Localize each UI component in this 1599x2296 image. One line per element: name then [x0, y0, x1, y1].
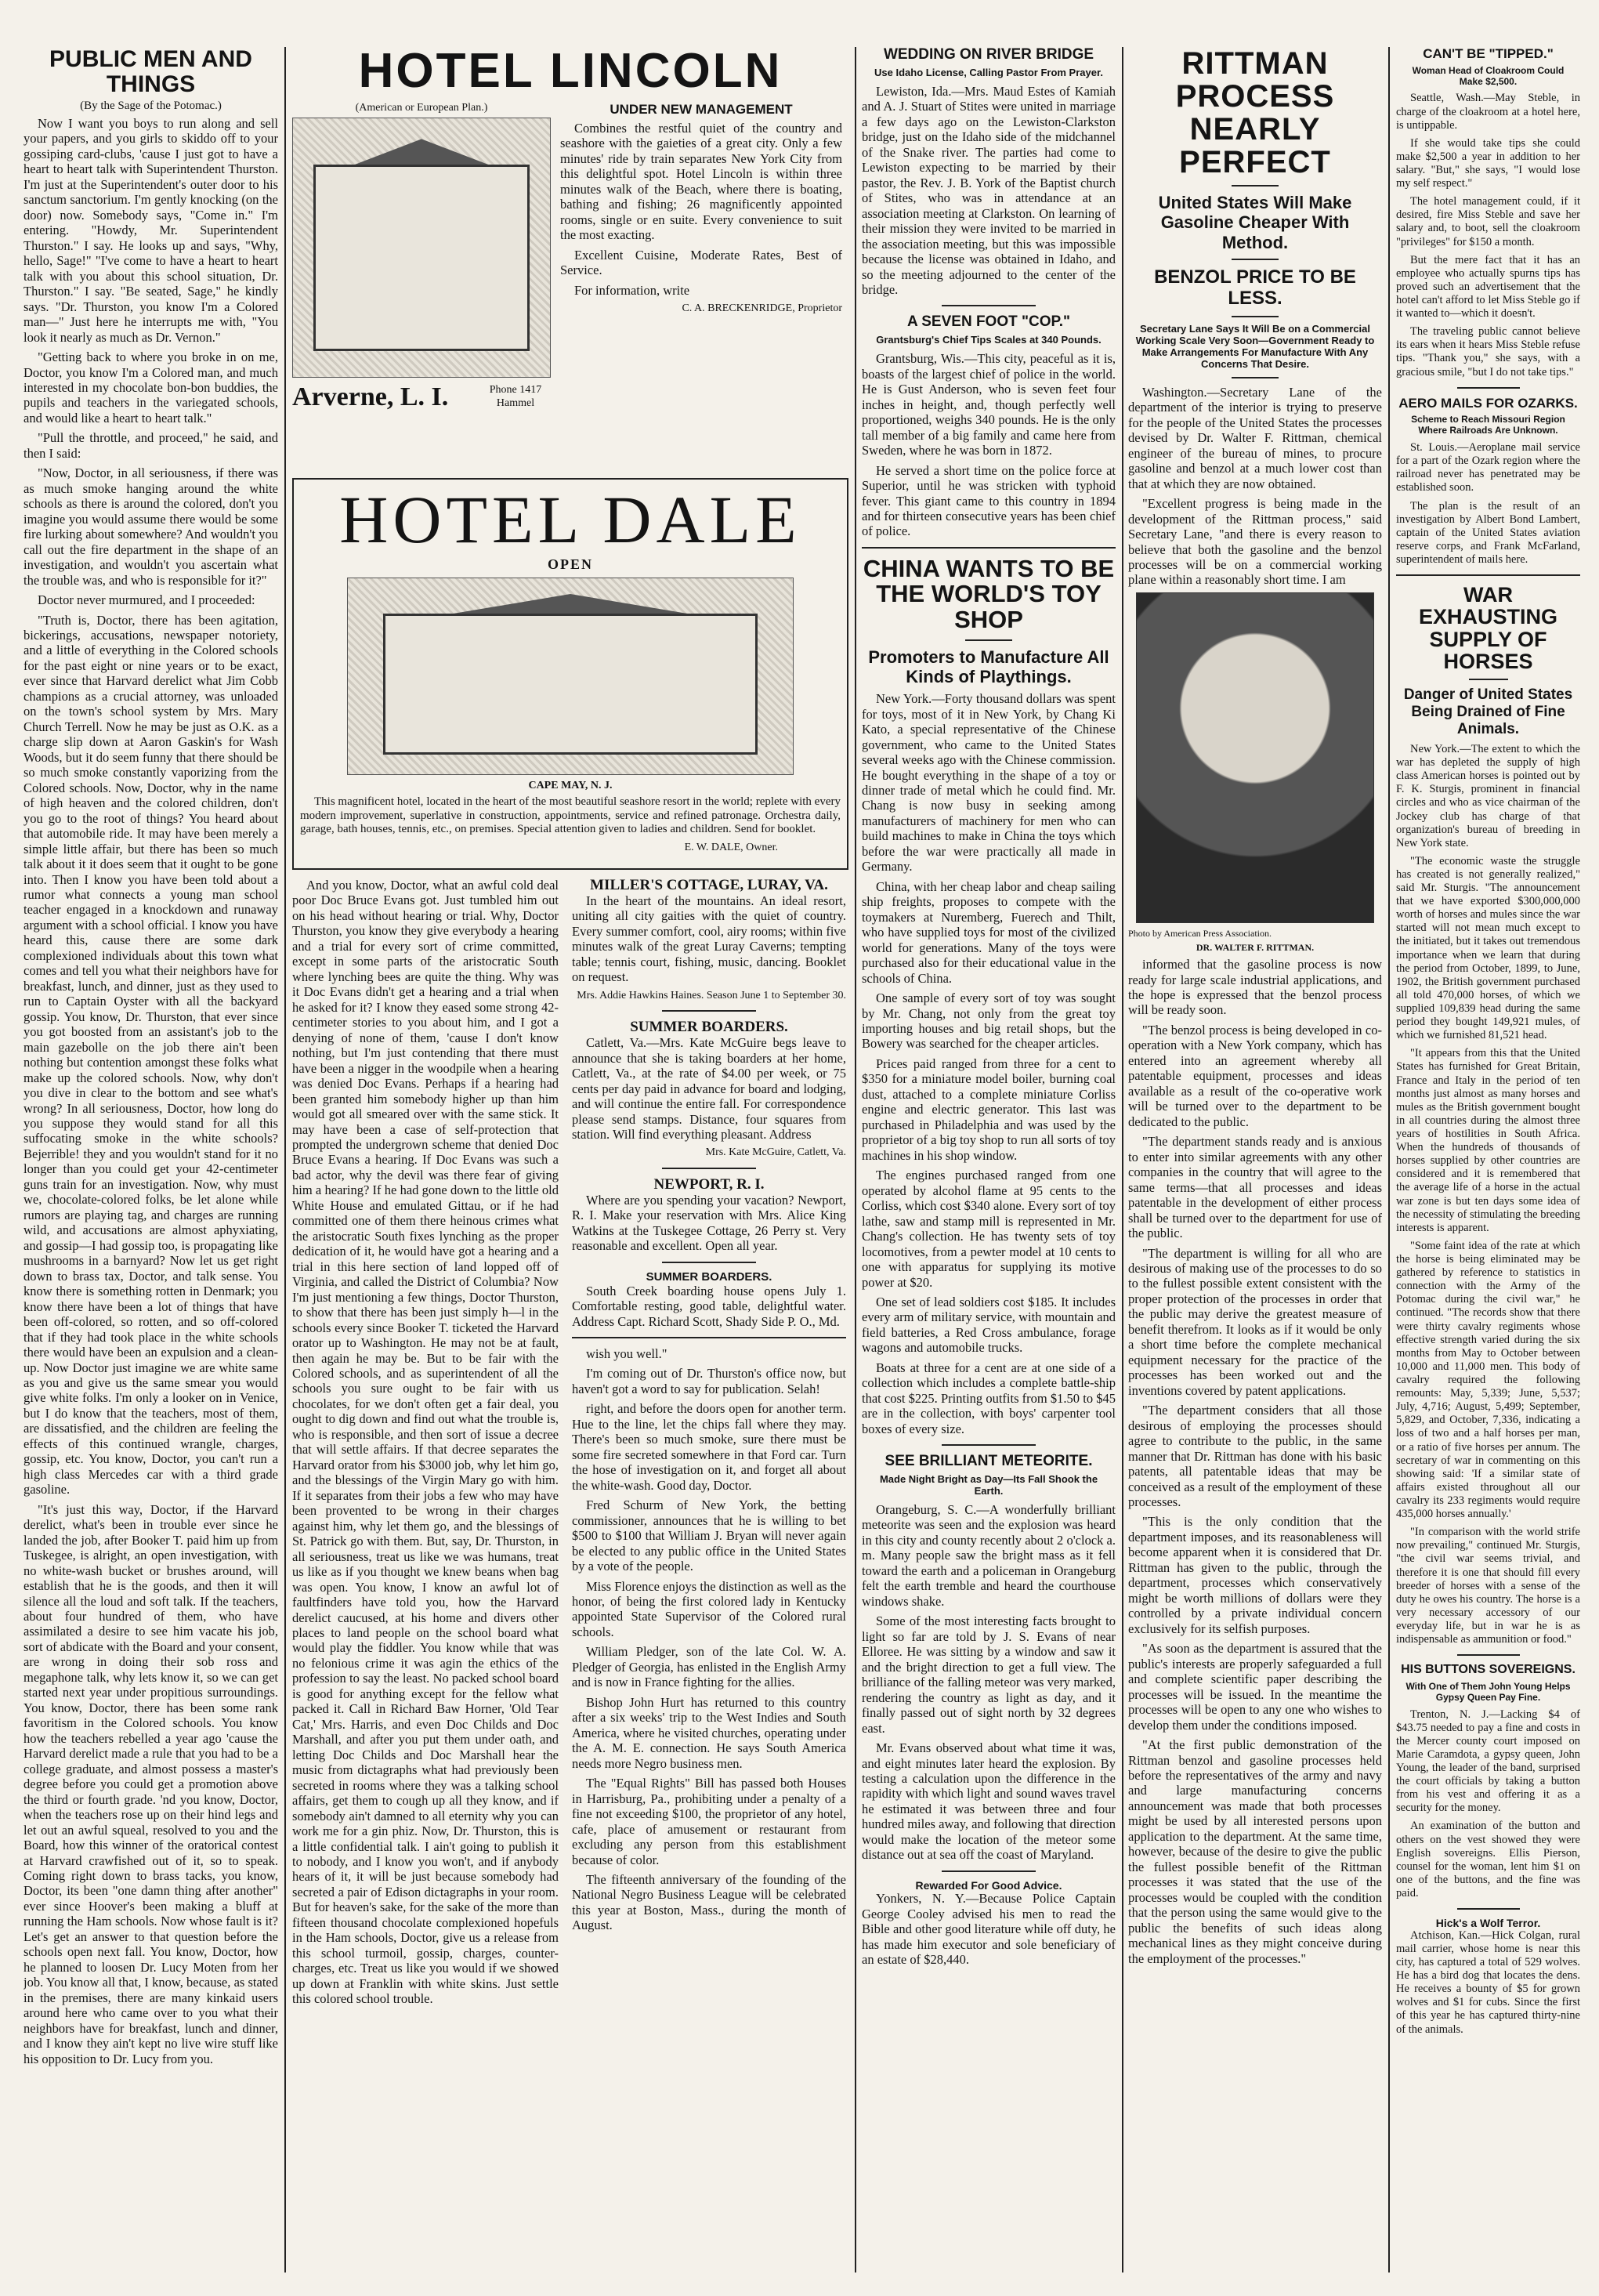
paragraph: right, and before the doors open for another term. Hue to the line, let the chips fall where they may. There's been so much smoke, sure there must be some fire secreted somewhere in that Ford car. Turn the hose of investigation on it, and forget all about the white-wash. Good day, Doctor.	[572, 1401, 846, 1493]
paragraph: The fifteenth anniversary of the founding of the National Negro Business League will be celebrated this year at Boston, Mass., during the month of August.	[572, 1871, 846, 1933]
paragraph: informed that the gasoline process is now ready for large scale industrial applications, and the hope is expressed that the benzol process will be ready soon.	[1128, 957, 1382, 1018]
paragraph: "The department stands ready and is anxious to enter into similar agreements with any other companies in the country that will agree to the same terms—that all processes and ideas patentable in the development of either process shall be turned over to the department for use of the public.	[1128, 1134, 1382, 1241]
paragraph: The engines purchased ranged from one operated by alcohol flame at 95 cents to the Corliss, which cost $340 alone. Every sort of toy lathe, saw and stamp mill is represented in Mr. Chang's collection. He has twenty sets of toy locomotives, from a pewter model at 10 cents to one with apparatus for supplying its motive power at $20.	[862, 1168, 1116, 1290]
article-body	[24, 116, 278, 2066]
cop-body-2: He served a short time on the police force at Superior, until he was stricken with typhoid fever. This giant came to this country in 1894 and for thirteen consecutive years has been chief of police.	[862, 462, 1116, 539]
paragraph: Doctor never murmured, and I proceeded:	[38, 592, 255, 608]
column-continuation	[292, 878, 559, 2272]
luray-title: MILLER'S COTTAGE, LURAY, VA.	[590, 878, 828, 893]
newport-body: Where are you spending your vacation? Newport, R. I. Make your reservation with Mrs. Alice King Watkins at the Tuskegee Cottage, 26 Perry st. Very reasonable and excellent. Open all year.	[572, 1192, 846, 1254]
column-rule	[855, 47, 856, 2272]
hotel-dale-open: OPEN	[547, 556, 593, 572]
paragraph: "Now, Doctor, in all seriousness, if there was as much smoke hanging around the white schools as there is around the colored, don't you imagine you would assume there would be some fire lurking about somewhere? And wouldn't you call out the fire department in the shape of an investigation, and wouldn't you ascertain what the trouble was, and who is responsible for it?"	[24, 465, 278, 588]
column-notices	[572, 878, 846, 2272]
wolf-title: Hick's a Wolf Terror.	[1435, 1917, 1541, 1930]
paragraph: wish you well."	[586, 1345, 667, 1361]
boarders-sign: Mrs. Kate McGuire, Catlett, Va.	[705, 1146, 846, 1159]
column-rittman	[1128, 47, 1382, 2272]
hotel-dale-body: This magnificent hotel, located in the heart of the most beautiful seashore resort in the world; replete with every modern improvement, superlative in construction, appointments, service and refined patronage. Orchestra daily, garage, bath houses, tennis, etc., on premises. Special attention given to ladies and children. Send for booklet.	[300, 795, 841, 836]
photo-caption: DR. WALTER F. RITTMAN.	[1196, 942, 1315, 954]
ad-hotel-dale	[292, 478, 848, 870]
paragraph: "In comparison with the world strife now prevailing," continued Mr. Sturgis, "the civil war seems trivial, and therefore it is one that should fill every breeder of horses with a sense of the duty he owes his country. The horse is a very necessary accessory of our everyday life, but in war he is as indispensable as ammunition or food."	[1396, 1526, 1580, 1646]
aero-title: AERO MAILS FOR OZARKS.	[1398, 395, 1578, 411]
paragraph: "Getting back to where you broke in on me, Doctor, you know I'm a Colored man, and much interested in my chocolate bon-bon buddies, the pupils and teachers in the variegated schools, and would like a heart to heart talk."	[24, 349, 278, 426]
cop-body: Grantsburg, Wis.—This city, peaceful as it is, boasts of the largest chief of police in the world. He is Gust Anderson, who is seven feet four inches in height, and, though perfectly well proportioned, weighs 340 pounds. He is the only tall member of a big family and came here from Sweden, where he was born in 1872.	[862, 351, 1116, 458]
column-news	[862, 47, 1116, 2272]
aero-body: St. Louis.—Aeroplane mail service for a part of the Ozark region where the railroad never has penetrated may be established soon.	[1396, 441, 1580, 494]
reward-title: Rewarded For Good Advice.	[915, 1878, 1062, 1892]
paragraph: China, with her cheap labor and cheap sailing ship freights, proposes to compete with the toymakers at Nuremberg, Fuerech and Thilt, who have supplied toys for most of the civilized world for generations. Many of the toys were purchased also for their educational value in the schools of China.	[862, 878, 1116, 986]
boarders-body: Catlett, Va.—Mrs. Kate McGuire begs leave to announce that she is taking boarders at her home, Catlett, Va., at the rate of $4.00 per week, or 75 cents per day paid in advance for board and lodging, and will continue the entire fall. For correspondence please send stamps. Distance, four squares from station. Will find everything pleasant. Address	[572, 1035, 846, 1143]
china-body	[862, 691, 1116, 1436]
meteor-body-3: Mr. Evans observed about what time it was, and eight minutes later heard the explosion. By testing a calculation upon the difference in the rapidity with which light and sound waves travel he estimated it was between three and four hundred miles away, and following that direction would make the location of the meteor some distance out at sea off the coast of Maryland.	[862, 1740, 1116, 1863]
paragraph: Fred Schurm of New York, the betting commissioner, announces that he is willing to bet $500 to $100 that William J. Bryan will never again be elected to any public office in the United States by a vote of the people.	[572, 1497, 846, 1574]
hotel-lincoln-phone: Phone 1417 Hammel	[489, 384, 542, 409]
paragraph: "At the first public demonstration of the Rittman benzol and gasoline processes held before the representatives of the army and navy and large manufacturing concerns announcement was made that both processes might be used by all interested persons upon application to the department. At the same time, however, because of the desire to give the public the fullest possible benefit of the Rittman processes it was stated that the use of the processes would be coupled with the condition that the person using the same would give to the public the benefits of such ideas along mechanical lines as they might conceive during the employment of the processes."	[1128, 1737, 1382, 1966]
rittman-deck-3: Secretary Lane Says It Will Be on a Commercial Working Scale Very Soon—Government Ready to Make Arrangements For Manufacture With Any Concerns That Desire.	[1135, 323, 1375, 370]
hotel-lincoln-plan: (American or European Plan.)	[355, 102, 488, 114]
hotel-lincoln-title: HOTEL LINCOLN	[358, 47, 783, 98]
southcreek-title: SUMMER BOARDERS.	[646, 1269, 772, 1284]
tipped-deck: Woman Head of Cloakroom Could Make $2,500.	[1412, 64, 1565, 87]
paragraph: "Excellent progress is being made in the development of the Rittman process," said Secretary Lane, "and there is every reason to believe that both the gasoline and the benzol processes will be on a commercial working plane within a reasonably short time. I am	[1128, 496, 1382, 588]
paragraph: Boats at three for a cent are at one side of a collection which includes a complete battle-ship that cost $225. Printing outfits from $1.50 to $45 are in the collection, with boys' carpenter tool boxes of every size.	[862, 1360, 1116, 1436]
paragraph: "The department is willing for all who are desirous of making use of the processes to do so to the fullest possible extent consistent with the proper protection of the processes in order that the public may derive the greatest measure of benefit therefrom. It looks as if it would be only a short time before the complete mechanical equipment necessary for the practice of the processes has been worked out and the inventions covered by patent applications.	[1128, 1245, 1382, 1398]
cop-deck: Grantsburg's Chief Tips Scales at 340 Pounds.	[876, 334, 1102, 346]
wedding-title: WEDDING ON RIVER BRIDGE	[883, 47, 1094, 63]
rittman-body-2	[1128, 957, 1382, 1966]
war-title: WAR EXHAUSTING SUPPLY OF HORSES	[1418, 583, 1558, 674]
notes-body	[572, 1346, 846, 1933]
reward-body: Yonkers, N. Y.—Because Police Captain George Cooley advised his men to read the Bible and other good literature while off duty, he has made him executor and sole beneficiary of an estate of $28,440.	[862, 1891, 1116, 1968]
headline-public-men: PUBLIC MEN AND THINGS	[49, 47, 252, 97]
paragraph: "The benzol process is being developed in co-operation with a New York company, which has entered into an agreement whereby all patentable equipment, processes and ideas available as a result of the co-operative work will be turned over to the department to be dedicated to the public.	[1128, 1022, 1382, 1129]
boarders-title: SUMMER BOARDERS.	[630, 1019, 788, 1036]
paragraph: One sample of every sort of toy was sought by Mr. Chang, not only from the great toy importing houses and big retail shops, but the Bowery was searched for the cheaper articles.	[862, 990, 1116, 1052]
photo-credit: Photo by American Press Association.	[1128, 927, 1272, 939]
wolf-body: Atchison, Kan.—Hick Colgan, rural mail carrier, whose home is near this city, has captured a total of 529 wolves. He has a bird dog that locates the dens. He receives a bounty of $5 for grown wolves and $1 for cubs. Since the first of this year he has captured thirty-nine of the animals.	[1396, 1928, 1580, 2036]
paragraph: "It appears from this that the United States has furnished for Great Britain, France and Italy in the period of ten months just almost as many horses and mules as the British government bought in all countries during the almost three years of hostilities in South Africa. When the hundreds of thousands of horses supplied by other countries are considered and it is remembered that the average life of a horse in the actual war zone is but ten days some idea of the necessity of stimulating the breeding interests is apparent.	[1396, 1047, 1580, 1234]
hotel-dale-photo	[347, 578, 794, 775]
meteor-body-2: Some of the most interesting facts brought to light so far are told by J. S. Evans of near Elloree. He was sitting by a window and saw it and the bright direction to get a full view. The brilliance of the falling meteor was very marked, rendering the country as light as day, and it finally passed out of sight north by 32 degrees east.	[862, 1613, 1116, 1736]
china-deck: Promoters to Manufacture All Kinds of Playthings.	[868, 646, 1109, 686]
hotel-lincoln-proprietor: C. A. BRECKENRIDGE, Proprietor	[682, 302, 842, 315]
newport-title: NEWPORT, R. I.	[653, 1176, 765, 1193]
war-body	[1396, 743, 1580, 1646]
war-deck: Danger of United States Being Drained of Fine Animals.	[1403, 686, 1573, 738]
rittman-body	[1128, 385, 1382, 588]
paragraph: And you know, Doctor, what an awful cold deal poor Doc Bruce Evans got. Just tumbled him out on his head without hearing or trial. Why, Doctor Thurston, you know they give everybody a hearing and a trial for every sort of crime committed, except in some parts of the aristocratic South where lynching bees are quite the thing. Why was it Doc Evans didn't get a hearing and a trial when he asked for it? I know they eased some strong 42-centimeter stories to you about him, and I got a denying of none of them, 'cause I don't know nothing, but I'm just contending that there must have been a nigger in the woodpile when a hearing was denied Doc Evans. Perhaps if a hearing had been granted him somebody higher up than him would got all smeared over with the same stick. It may have been a case of self-protection that prompted the undergrown scheme that denied Doc Bruce Evans a hearing. If Doc Evans was such a bad actor, why the devil was there fear of giving him a hearing? If he had gone down to the little old White House and emulated Gittau, or if he had committed one of them there heinous crimes what the aristocratic South fixes lynching as the proper dedication of it, he would have got a hearing and a trial in this here section of land lopped off of Virginia, and called the District of Columbia? Now I'm just mentioning a few things, Doctor Thurston, to show that there has been just simply h—l in the schools every since Booker T. ticketed the Harvard orator up to Washington. He may not be at fault, then again he may be. But to be fair with the Colored schools, and as superintendent of all the schools you sure ought to be fair with us chocolates, for we don't often get a fair deal, you ought to dig down and find out what the trouble is, who is responsible, and then sort of issue a decree that will settle affairs. If that decree separates the Harvard orator from his $3000 job, why let him go, and the blessings of the Virgin Mary go with him. If it separates from their jobs a few who may have been provented to be wrong in their charges against him, why let them go, and the blessings of St. Patrick go with them. But, say, Dr. Thurston, in all seriousness, treat us like we was humans, treat us like as if you thought we knew beans when bag was open. You know, I know an awful lot of faultfinders have told you, how the Harvard derelict caucused, at his home and divers other places to land people on the school board what would play the fiddler. You know while that was no felonious crime it was agin the ethics of the profession to say the least. No packed school board is good for anything except for the fellow what packed it. Call in Richard Baw Horner, 'Old Tear Cat,' Mrs. Harris, and even Doc Childs and Doc Marshall, and after you put them under oath, and letting Doc Childs and Doc Marshall hear the music from dictagraphs what had previously been secreted in rooms where they was a talking school affairs, get them to cough up all they know, and if somebody ain't damned to all eternity why you can work me for a gin phiz. Now, Dr. Thurston, this is a little confidential talk. I ain't going to publish it to nobody, and I know you won't, and if anybody hears of it, it will be just because somebody had secreted a pair of Edison dictagraphs in your room. But for heaven's sake, for the sake of the more than fifteen thousand chocolate complexioned hopefuls in the Ham schools, Doctor, give us a release from this school turmoil, gossip, charges, counter-charges, etc. Treat us like you would if we showed up down at Franklin with white skins. Just settle this colored school trouble.	[292, 878, 559, 2007]
ad-hotel-lincoln	[292, 47, 848, 470]
aero-body-2: The plan is the result of an investigation by Albert Bond Lambert, captain of the United States aviation reserve corps, and Frank McFarland, superintendent of mails here.	[1396, 499, 1580, 566]
paragraph: Now I want you boys to run along and sell your papers, and you girls to skiddo off to your gossiping card-clubs, 'cause I just got to have a heart to heart talk with Superintendent Thurston. I'm just at the Superintendent's outer door to his sanctum sanctorium. I'm gently knocking (on the door) now. Somebody says, "Come in." I'm entering. "Howdy, Mr. Superintendent Thurston." I say. He looks up and says, "Why, hello, Sage!" "I've come to have a heart to heart talk with you about this school situation, Dr. Thurston." I say. "Be seated, Sage," he kindly says. "Dr. Thurston, you know I'm a Colored man—" Just here he interrupts me with, "You look it nearly as much as Dr. Vernon."	[24, 116, 278, 345]
southcreek-body: South Creek boarding house opens July 1. Comfortable resting, good table, delightful water. Address Capt. Richard Scott, Shady Side P. O., Md.	[572, 1283, 846, 1329]
column-public-men	[24, 47, 278, 2272]
hotel-dale-caption: CAPE MAY, N. J.	[528, 780, 613, 791]
hotel-lincoln-info: For information, write	[574, 282, 690, 298]
hotel-lincoln-cuisine: Excellent Cuisine, Moderate Rates, Best of Service.	[560, 247, 842, 278]
meteor-title: SEE BRILLIANT METEORITE.	[885, 1453, 1093, 1470]
paragraph: New York.—The extent to which the war has depleted the supply of high class American horses is pointed out by F. K. Sturgis, prominent in financial circles and who as vice chairman of the Jockey club has charge of that organization's bureau of breeding in New York state.	[1396, 742, 1580, 849]
hotel-lincoln-location: Arverne, L. I.	[292, 382, 449, 411]
tipped-body-5: The traveling public cannot believe its ears when it hears Miss Steble refuse tips. "Thank you," she says, with a gracious smile, "but I do not take tips."	[1396, 325, 1580, 378]
tipped-title: CAN'T BE "TIPPED."	[1423, 47, 1554, 61]
wedding-deck: Use Idaho License, Calling Pastor From Prayer.	[874, 66, 1103, 78]
column-rule	[1122, 47, 1123, 2272]
meteor-deck: Made Night Bright as Day—Its Fall Shook the Earth.	[879, 1473, 1098, 1497]
buttons-deck: With One of Them John Young Helps Gypsy Queen Pay Fine.	[1405, 1680, 1571, 1703]
hotel-lincoln-management: UNDER NEW MANAGEMENT	[610, 102, 793, 117]
china-title: CHINA WANTS TO BE THE WORLD'S TOY SHOP	[863, 554, 1115, 634]
hotel-dale-owner: E. W. DALE, Owner.	[684, 842, 778, 854]
cop-title: A SEVEN FOOT "COP."	[906, 313, 1071, 331]
paragraph: "The economic waste the struggle has created is not generally realized," said Mr. Sturgis. "The announcement that we have exported $300,000,000 worth of horses and mules since the war started will not mean much except to the initiated, but it takes out tremendous importance when we learn that during the period from October, 1899, to June, 1902, the British government purchased all told 470,000 horses, of which we supplied 109,839 head during the same period they bought 149,921 mules, of which we furnished 81,521 head.	[1396, 854, 1580, 1042]
wedding-body: Lewiston, Ida.—Mrs. Maud Estes of Kamiah and A. J. Stuart of Stites were united in marriage a few days ago on the Lewiston-Clarkston bridge, just on the Idaho side of the midchannel of the Snake river. The parties had come to Lewiston expecting to be married by their pastor, the Rev. J. B. York of the Baptist church of Stites, who was in attendance at an association meeting at Clarkston. On learning of their mission they were invited to be married in the association meeting, but this was impossible because the license was obtained in Idaho, and so the meeting adjourned to the center of the bridge.	[862, 83, 1116, 297]
paragraph: "This is the only condition that the department imposes, and its reasonableness will become apparent when it is considered that Dr. Rittman has given to the public, through the department, processes which conservatively might be worth millions of dollars were they controlled by a private individual concern exclusively for its selfish purposes.	[1128, 1514, 1382, 1636]
hotel-lincoln-photo	[292, 118, 551, 378]
rittman-portrait	[1136, 592, 1374, 923]
paragraph: "Truth is, Doctor, there has been agitation, bickerings, accusations, newspaper notoriety, and a little of everything in the Colored schools for the past eight or nine years or to be exact, ever since that Harvard derelict what Jim Cobb champions as a crucial attorney, was unloaded on the town's school system by Mrs. Mary Church Terrell. Now he may be just as O.K. as a charge slip down at Aaron Gaskin's for Wash Woods, but it do seem funny that there should be so much smoke constantly vaporizing from the Colored schools. Now, Doctor, why in the name of high heaven and the colored children, don't you go to the root of things? You heard about that automobile ride. It may have been merely a simple little affair, but there has been so much talk about it it does seem that it ought to be gone into. Then I know you have been told about a rumor what connects a young man school teacher engaged in a knockdown and runaway argument with a school official. I know you have heard this, cause there are some dark complexioned individuals about this town what comes and tell you what their neighbors have for breakfast, lunch, and dinner, just as they used to run to Captain Oyster with all the backyard gossip. You know, Dr. Thurston, that ever since you got boosted from an assistant's job to the main gazebolle on the job there ain't been nothing but contention amongst these folks what make up the colored schools. Now, why don't you dive in clear to the bottom and see what's wrong? In all seriousness, Doctor, how long do you suppose they would stand for all this suffocating smoke in the white schools? Bejerrible! they and you wouldn't stand for it no longer than you could get your 42-centimeter guns train for an investigation. Now, why must we, chocolate-colored folks, be let alone while rumors are playing tag, and charges are running wild, and accusations are almost aphyxiating, and gossip—I had gossip too, is propagating like mushrooms in a barnyard? Now let us get right down to brass tax, Doctor, and talk sense. You know there is something rotten in Denmark; you know there have been a lot of things that have been off-colored, so rotten, and so off-colored that if they had took place in the white schools there would have been an expulsion and a clean-up. Now Doctor just imagine we are white same as you and give us the same smear you would give white folks. I'm only a looker on in Venice, but I do know that the teachers, most of them, are dissatisfied, and the children are feeling the effects of this continued wrangle, charges, gossip, etc. You know, Doctor, you can't run a high class Mercedes car with a third grade gasoline.	[24, 612, 278, 1497]
paragraph: Prices paid ranged from three for a cent to $350 for a miniature model boiler, burning coal dust, attached to a complete miniature Corliss engine and electric generator. This last was purchased in Philadelphia and was used by the proprietor of a big toy shop to run all sorts of toy machines in his shop window.	[862, 1056, 1116, 1163]
paragraph: Miss Florence enjoys the distinction as well as the honor, of being the first colored lady in Kentucky appointed State Supervisor of the Colored rural schools.	[572, 1578, 846, 1639]
luray-body: In the heart of the mountains. An ideal resort, uniting all city gaities with the quiet of country. Every summer comfort, cool, airy rooms; within five minutes walk of the great Luray Caverns; tempting table; tennis court, fishing, music, dancing. Booklet on request.	[572, 893, 846, 985]
paragraph: William Pledger, son of the late Col. W. A. Pledger of Georgia, has enlisted in the English Army and is now in France fighting for the allies.	[572, 1644, 846, 1690]
column-rule	[1388, 47, 1390, 2272]
column-misc	[1396, 47, 1580, 2272]
paragraph: Bishop John Hurt has returned to this country after a six weeks' trip to the West Indies and South America, where he visited churches, operating under the A. M. E. connection. He says South America needs more Negro business men.	[572, 1694, 846, 1771]
buttons-body-2: An examination of the button and others on the vest showed they were English sovereigns. Ellis Pierson, counsel for the woman, lent him $1 on one of the buttons, and the fine was paid.	[1396, 1820, 1580, 1899]
paragraph: "Pull the throttle, and proceed," he said, and then I said:	[24, 430, 278, 461]
meteor-body: Orangeburg, S. C.—A wonderfully brilliant meteorite was seen and the explosion was heard in this city and county recently about 2 o'clock a. m. Many people saw the bright mass as it fell toward the earth and a policeman in Orangeburg felt the earth tremble and heard the courthouse windows shake.	[862, 1502, 1116, 1609]
paragraph: Washington.—Secretary Lane of the department of the interior is trying to preserve for the people of the United States the processes devised by Dr. Walter F. Rittman, chemical engineer of the bureau of mines, to procure gasoline and benzol at a much lower cost than that at which they are now obtained.	[1128, 384, 1382, 491]
paragraph: New York.—Forty thousand dollars was spent for toys, most of it in New York, by Chang Ki Kato, a special representative of the Chinese government, who came to the United States several weeks ago with the Chinese commission. He bought everything in the shape of a toy or dinner trade of metal which he could find. Mr. Chang is now busy in seeking among manufacturers of machinery for men who can build machines to make in China the toys which before the war were practically all made in Germany.	[862, 691, 1116, 875]
buttons-title: HIS BUTTONS SOVEREIGNS.	[1401, 1663, 1575, 1677]
buttons-body: Trenton, N. J.—Lacking $4 of $43.75 needed to pay a fine and costs in the Mercer county court imposed on Marie Caramdota, a gypsy queen, John Young, the leader of the band, surprised the court officials by taking a button from his vest and offering it as a security for the money.	[1396, 1708, 1580, 1815]
paragraph: "Some faint idea of the rate at which the horse is being eliminated may be gathered by reference to statistics in connection with the Army of the Potomac during the civil war," he continued. "The records show that there were thirty cavalry regiments whose effective strength varied during the six months from May to October between 10,000 and 11,000 men. This body of cavalry required the following remounts: May, 5,339; June, 5,537; July, 4,716; August, 5,499; September, 5,829, and October, 7,336, indicating a loss of two and a half horses per man, or a ratio of five horses per annum. The secretary of war in commenting on this showing said: 'If a similar state of affairs existed throughout all our cavalry its 233 regiments would require 435,000 horses annually.'	[1396, 1239, 1580, 1521]
luray-sign: Mrs. Addie Hawkins Haines. Season June 1 to September 30.	[577, 989, 846, 1001]
hotel-dale-title: HOTEL DALE	[339, 482, 801, 557]
tipped-body-3: The hotel management could, if it desired, fire Miss Steble and save her salary and, to boot, sell the cloakroom "privileges" for $150 a month.	[1396, 195, 1580, 248]
tipped-body: Seattle, Wash.—May Steble, in charge of the cloakroom at a hotel here, is untippable.	[1396, 92, 1580, 132]
paragraph: "It's just this way, Doctor, if the Harvard derelict, what's been in trouble ever since he landed the job, after Booker T. paid him up from Tuskegee, is alright, an open investigation, with no white-wash bucket or brushes around, will establish that he is the goods, and then it will silence all the loud and soft talk. If the teachers, about four hundred of them, who have assimilated a desire to see him vacate his job, sort of abdicate with the Board and your consent, are wrong in doing their sob ross and megaphone talk, why lets know it, so we can get started next year under propitious surroundings. You know, Doctor, there has been some rank favoritism in the Colored schools. You know how the teachers rebelled a year ago 'cause the Harvard derelict made a rule that you had to be a college graduate, and almost possess a master's degree before you could get a promotion above the third or fourth grade. 'nd you know, Doctor, when the teachers rose up on their hind legs and let out an awful squeal, resolved to you and the Board, how this winner of the oratorical contest at Harvard crawfished out of it, so to speak. Coming right down to brass tacks, you know, Doctor, its been "one damn thing after another" ever since Hoover's been making a bluff at running the Ham schools. Now whose fault is it? Let's get an answer to that question before the schools open next fall. You know, Doctor, how he planned to loosen Dr. Lucy Moten from her job. You know all that, I know, because, as stated in the premises, there are many kinkaid users around here who came over to you what their neighbors have for breakfast, lunch and dinner, and I know they ain't kept no live wire stuff like his opposition to Dr. Lucy from you.	[24, 1501, 278, 2066]
column-rule	[284, 47, 286, 2272]
paragraph: The "Equal Rights" Bill has passed both Houses in Harrisburg, Pa., prohibiting under a penalty of a fine not exceeding $100, the proprietor of any hotel, cafe, place of amusement or restaurant from excluding any person from this establishment because of color.	[572, 1776, 846, 1867]
byline: (By the Sage of the Potomac.)	[80, 100, 222, 112]
rittman-title: RITTMAN PROCESS NEARLY PERFECT	[1175, 47, 1335, 179]
hotel-lincoln-body: Combines the restful quiet of the country and seashore with the gaieties of a great city. Only a few minutes' ride by train separates New York City from this delightful spot. Hotel Lincoln is within three minutes walk of the Beach, where there is boating, bathing and fishing; 26 magnificently appointed rooms, single or en suite. Every convenience to suit the most exacting.	[560, 121, 842, 243]
paragraph: I'm coming out of Dr. Thurston's office now, but haven't got a word to say for publication. Selah!	[572, 1366, 846, 1396]
rittman-deck-1: United States Will Make Gasoline Cheaper With Method.	[1158, 193, 1352, 252]
article-continuation	[292, 878, 559, 2007]
aero-deck: Scheme to Reach Missouri Region Where Railroads Are Unknown.	[1411, 414, 1565, 436]
paragraph: "As soon as the department is assured that the public's interests are properly safeguarded a full and complete scientific paper describing the processes will be issued. In the meantime the processes will be open to any one who wishes to develop them under the conditions imposed.	[1128, 1641, 1382, 1733]
rittman-deck-2: BENZOL PRICE TO BE LESS.	[1154, 266, 1356, 310]
paragraph: "The department considers that all those desirous of employing the processes should agree to contribute to the public, in the same manner that Dr. Rittman has done with his basic patents, all patentable ideas that may be conceived as a result of the employment of these processes.	[1128, 1403, 1382, 1510]
tipped-body-4: But the mere fact that it has an employee who actually spurns tips has proved such an advertisement that the hotel can't afford to let Miss Steble go if it wanted to—which it doesn't.	[1396, 253, 1580, 320]
tipped-body-2: If she would take tips she could make $2,500 a year in addition to her salary. "But," she says, "I would lose my self respect."	[1396, 136, 1580, 190]
paragraph: One set of lead soldiers cost $185. It includes every arm of military service, with mountain and field batteries, a Red Cross ambulance, forage wagons and automobile trucks.	[862, 1294, 1116, 1356]
